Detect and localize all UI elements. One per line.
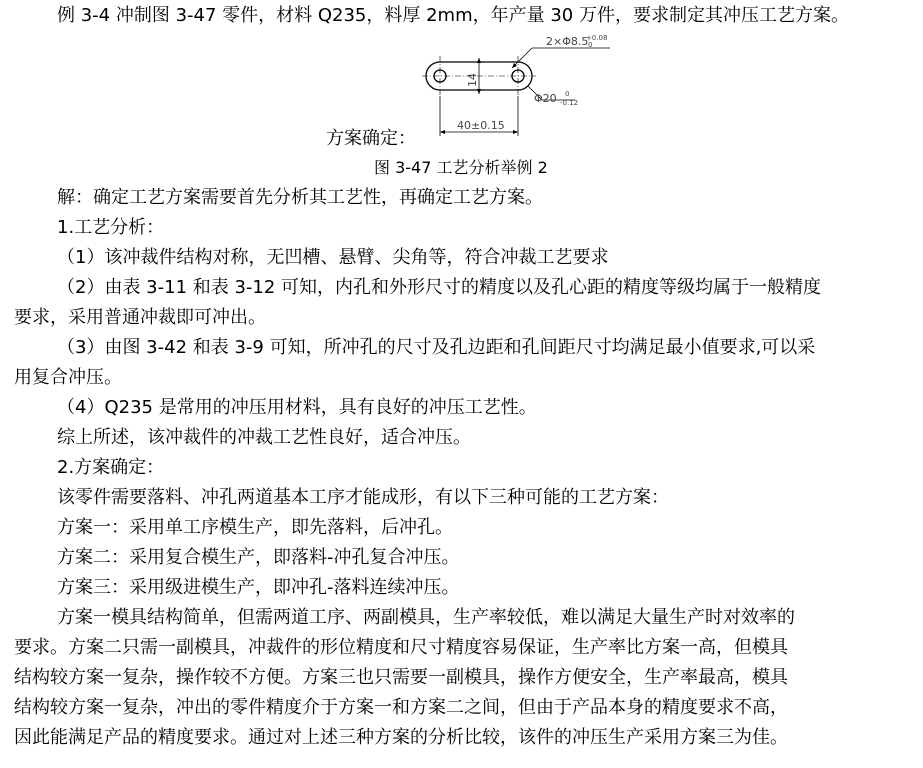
- paragraph-line: 方案一模具结构简单，但需两道工序、两副模具，生产率较低，难以满足大量生产时对效率的: [57, 607, 795, 628]
- paragraph-line: 因此能满足产品的精度要求。通过对上述三种方案的分析比较，该件的冲压生产采用方案三为佳。: [14, 727, 788, 748]
- paragraph-line: 2.方案确定：: [57, 457, 165, 478]
- dim-outer: Φ20: [534, 92, 557, 105]
- paragraph-line: （2）由表 3-11 和表 3-12 可知，内孔和外形尺寸的精度以及孔心距的精度等级均属于一般精度: [57, 277, 822, 298]
- paragraph-line: （4）Q235 是常用的冲压用材料，具有良好的冲压工艺性。: [57, 397, 537, 418]
- paragraph-line: 要求，采用普通冲裁即可冲出。: [14, 307, 266, 328]
- dim-length: 40±0.15: [457, 119, 505, 132]
- dim-holes-tol-lower: 0: [588, 41, 593, 49]
- paragraph-line: 结构较方案一复杂，冲出的零件精度介于方案一和方案二之间，但由于产品本身的精度要求不高，: [14, 697, 788, 718]
- paragraph-line: 结构较方案一复杂，操作较不方便。方案三也只需要一副模具，操作方便安全，生产率最高，模具: [14, 667, 788, 688]
- dim-outer-tol-lower: -0.12: [560, 99, 579, 107]
- example-heading: 例 3-4 冲制图 3-47 零件，材料 Q235，料厚 2mm，年产量 30 万件，要求制定其冲压工艺方案。: [57, 5, 849, 26]
- paragraph-line: 方案二：采用复合模生产，即落料-冲孔复合冲压。: [57, 547, 460, 568]
- paragraph-line: 要求。方案二只需一副模具，冲裁件的形位精度和尺寸精度容易保证，生产率比方案一高，但模具: [14, 637, 788, 658]
- paragraph-line: 该零件需要落料、冲孔两道基本工序才能成形，有以下三种可能的工艺方案：: [57, 487, 669, 508]
- paragraph-line: 解：确定工艺方案需要首先分析其工艺性，再确定工艺方案。: [57, 187, 543, 208]
- paragraph-line: （3）由图 3-42 和表 3-9 可知，所冲孔的尺寸及孔边距和孔间距尺寸均满足最小值要求,可以采: [57, 337, 816, 358]
- paragraph-line: 用复合冲压。: [14, 367, 122, 388]
- paragraph-line: 1.工艺分析：: [57, 217, 165, 238]
- paragraph-line: 方案三：采用级进模生产，即冲孔-落料连续冲压。: [57, 577, 460, 598]
- dim-holes: 2×Φ8.5: [546, 35, 589, 48]
- side-label: 方案确定：: [326, 128, 416, 149]
- paragraph-line: （1）该冲裁件结构对称，无凹槽、悬臂、尖角等，符合冲裁工艺要求: [57, 247, 609, 268]
- figure-caption: 图 3-47 工艺分析举例 2: [374, 158, 548, 177]
- dim-height: 14: [466, 73, 479, 87]
- paragraph-line: 综上所述，该冲裁件的冲裁工艺性良好，适合冲压。: [57, 427, 471, 448]
- dim-holes-tol-upper: +0.08: [586, 34, 608, 42]
- paragraph-line: 方案一：采用单工序模生产，即先落料，后冲孔。: [57, 517, 453, 538]
- dim-outer-tol-upper: 0: [565, 90, 570, 98]
